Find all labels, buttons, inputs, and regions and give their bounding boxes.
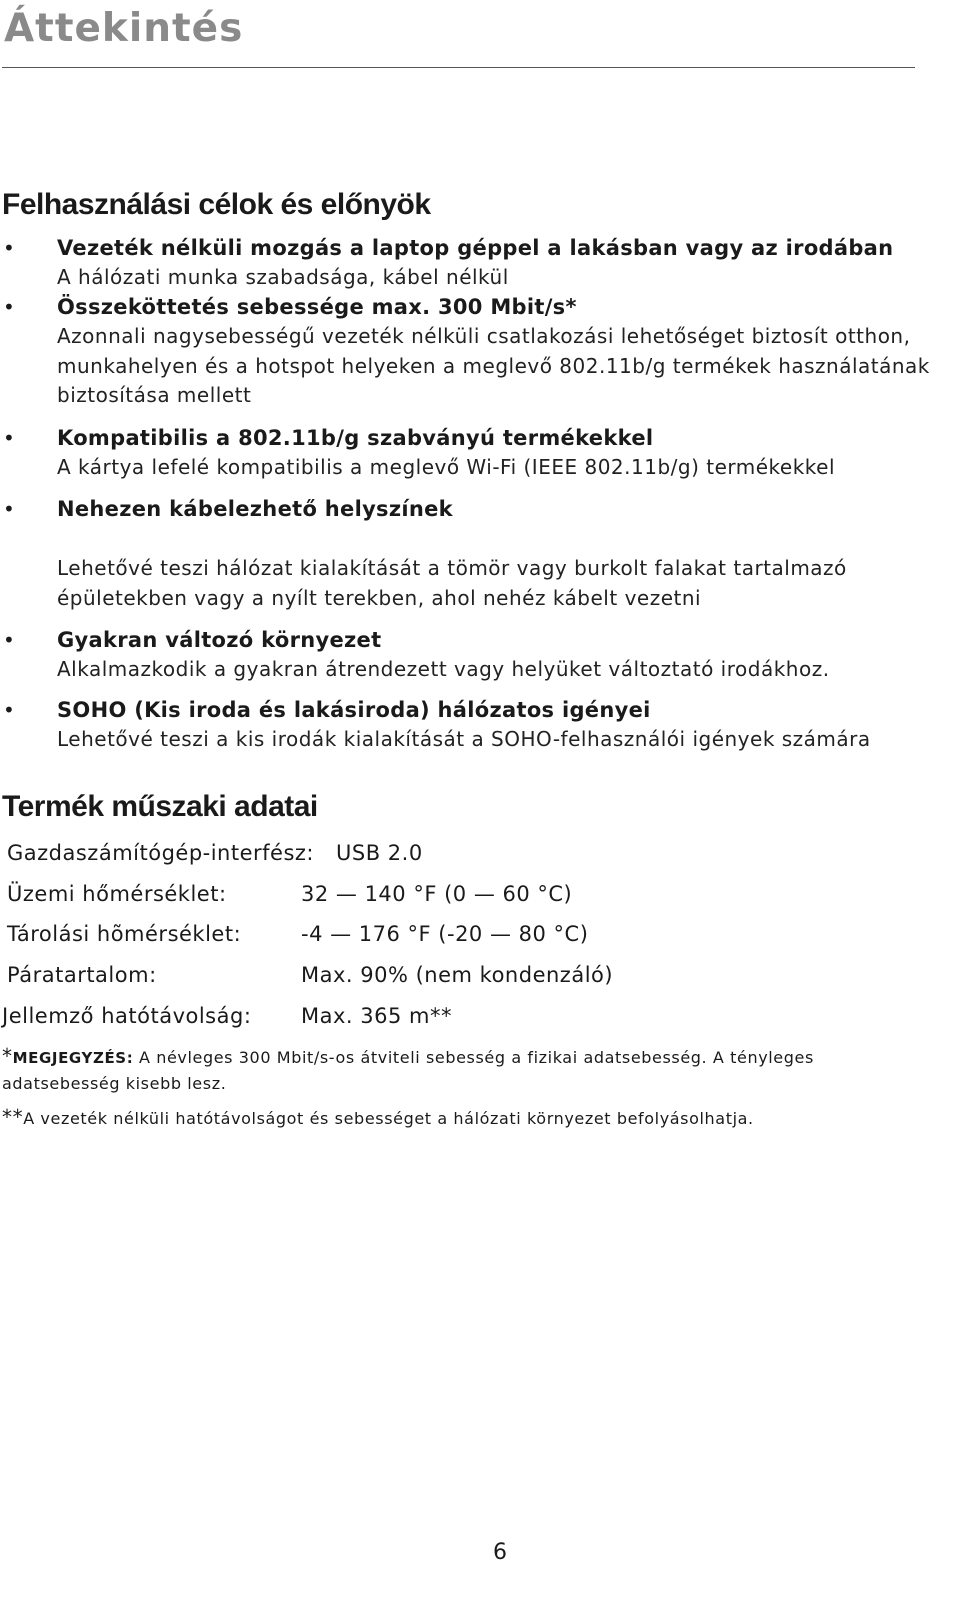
benefit-title: Kompatibilis a 802.11b/g szabványú termékekkel	[57, 426, 654, 450]
footnote-marker: **	[2, 1105, 24, 1129]
benefit-description: Azonnali nagysebességű vezeték nélküli csatlakozási lehetőséget biztosít otthon, munkahelyen és a hotspot helyeken a meglevő 802.11b/g termékek használatának biztosítása mellett	[57, 324, 930, 407]
bullet-icon: •	[3, 426, 15, 450]
footnote-1	[2, 1043, 902, 1097]
spec-label: Üzemi hőmérséklet:	[7, 882, 227, 906]
specs-heading: Termék műszaki adatai	[2, 790, 318, 823]
spec-label: Páratartalom:	[7, 963, 157, 987]
benefit-title: SOHO (Kis iroda és lakásiroda) hálózatos igényei	[57, 698, 651, 722]
spec-label: Jellemző hatótávolság:	[2, 1004, 252, 1028]
spec-value: USB 2.0	[336, 841, 423, 865]
spec-label: Gazdaszámítógép-interfész:	[7, 841, 315, 865]
footnote-text: A vezeték nélküli hatótávolságot és sebességet a hálózati környezet befolyásolhatja.	[23, 1109, 754, 1128]
spec-row	[0, 916, 900, 952]
benefits-heading: Felhasználási célok és előnyök	[2, 188, 431, 221]
bullet-icon: •	[3, 628, 15, 652]
benefit-description: Lehetővé teszi hálózat kialakítását a tömör vagy burkolt falakat tartalmazó épületekben vagy a nyílt terekben, ahol nehéz kábelt vezetni	[57, 556, 847, 610]
bullet-icon: •	[3, 295, 15, 319]
page-title: Áttekintés	[4, 6, 244, 51]
benefit-description: Lehetővé teszi a kis irodák kialakítását a SOHO-felhasználói igények számára	[57, 727, 871, 751]
benefit-title: Vezeték nélküli mozgás a laptop géppel a lakásban vagy az irodában	[57, 236, 894, 260]
spec-label: Tárolási hõmérséklet:	[7, 922, 242, 946]
bullet-icon: •	[3, 236, 15, 260]
spec-row	[0, 998, 900, 1034]
page-number: 6	[493, 1540, 507, 1565]
spec-row	[0, 835, 900, 871]
benefit-description: Alkalmazkodik a gyakran átrendezett vagy helyüket változtató irodákhoz.	[57, 657, 830, 681]
title-divider	[2, 67, 915, 68]
spec-value: Max. 365 m**	[301, 1004, 452, 1028]
benefit-title: Gyakran változó környezet	[57, 628, 382, 652]
benefit-description: A kártya lefelé kompatibilis a meglevő Wi-Fi (IEEE 802.11b/g) termékekkel	[57, 455, 836, 479]
bullet-icon: •	[3, 698, 15, 722]
spec-value: Max. 90% (nem kondenzáló)	[301, 963, 614, 987]
note-label: MEGJEGYZÉS:	[12, 1049, 134, 1067]
footnote-marker: *	[2, 1044, 13, 1068]
benefit-description: A hálózati munka szabadsága, kábel nélkül	[57, 265, 509, 289]
spec-row	[0, 876, 900, 912]
spec-value: 32 — 140 °F (0 — 60 °C)	[301, 882, 573, 906]
footnote-text: A névleges 300 Mbit/s-os átviteli sebesség a fizikai adatsebesség. A tényleges adatsebesség kisebb lesz.	[2, 1048, 814, 1093]
footnote-2	[2, 1104, 902, 1132]
benefit-title: Nehezen kábelezhető helyszínek	[57, 497, 453, 521]
bullet-icon: •	[3, 497, 15, 521]
spec-row	[0, 957, 900, 993]
spec-value: -4 — 176 °F (-20 — 80 °C)	[301, 922, 589, 946]
benefit-title: Összeköttetés sebessége max. 300 Mbit/s*	[57, 295, 577, 319]
